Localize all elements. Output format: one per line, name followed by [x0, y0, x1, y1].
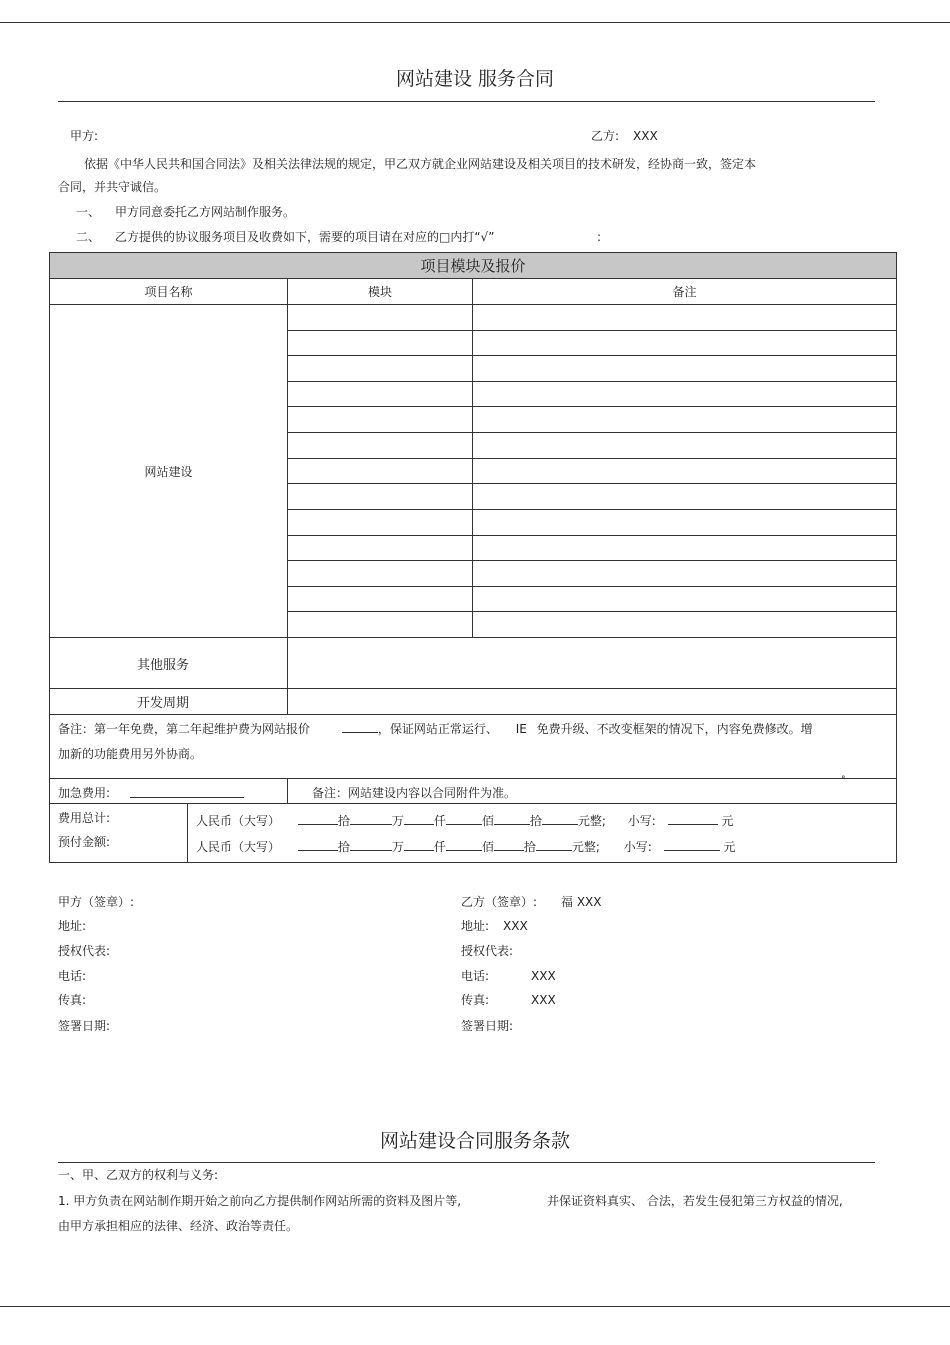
remark-cell[interactable] — [472, 509, 896, 535]
website-build-cell: 网站建设 — [50, 304, 287, 637]
module-cell[interactable] — [287, 509, 472, 535]
module-cell[interactable] — [287, 458, 472, 483]
unit-shi: 拾 — [523, 840, 536, 854]
note-block — [50, 714, 896, 778]
module-cell[interactable] — [287, 330, 472, 355]
fee-labels-cell — [50, 803, 187, 862]
terms-section-1: 一、甲、乙双方的权利与义务: — [58, 1168, 219, 1182]
prepay-yuan-blank[interactable] — [536, 838, 572, 851]
party-a-label: 甲方: — [70, 129, 99, 143]
module-cell[interactable] — [287, 381, 472, 406]
quote-table — [49, 252, 897, 863]
remark-cell[interactable] — [472, 560, 896, 586]
unit-shi: 拾 — [337, 840, 350, 854]
remark-cell[interactable] — [472, 355, 896, 381]
contract-title: 网站建设 服务合同 — [395, 68, 555, 90]
total-bai-blank[interactable] — [446, 812, 482, 825]
total-yuan-blank[interactable] — [542, 812, 578, 825]
degree-mark: ° — [841, 775, 846, 785]
table-header: 项目模块及报价 — [50, 253, 896, 278]
terms-title: 网站建设合同服务条款 — [379, 1130, 570, 1152]
b-seal-value: 福 XXX — [561, 895, 602, 909]
intro-line-1: 依据《中华人民共和国合同法》及相关法律法规的规定，甲乙双方就企业网站建设及相关项目的技术研发，经协商一致，签定本 — [84, 157, 757, 171]
col-header-name: 项目名称 — [50, 278, 287, 304]
remark-cell[interactable] — [472, 483, 896, 509]
page-bottom-rule — [0, 1306, 950, 1307]
module-cell[interactable] — [287, 560, 472, 586]
remark-cell[interactable] — [472, 406, 896, 432]
clause-2-colon: : — [597, 230, 602, 244]
b-date-label: 签署日期: — [461, 1019, 514, 1033]
unit-yuan-zheng: 元整; — [571, 840, 600, 854]
terms-item-1a: 1. 甲方负责在网站制作期开始之前向乙方提供制作网站所需的资料及图片等, — [58, 1194, 462, 1208]
other-service-label: 其他服务 — [50, 637, 287, 688]
attach-note: 备注：网站建设内容以合同附件为准。 — [312, 786, 517, 800]
remark-cell[interactable] — [472, 535, 896, 560]
unit-wan: 万 — [391, 814, 404, 828]
b-address-label: 地址: — [461, 919, 490, 933]
other-service-value[interactable] — [287, 637, 896, 688]
unit-qian: 仟 — [433, 840, 446, 854]
note-text-a: 备注：第一年免费，第二年起维护费为网站报价 — [58, 722, 311, 736]
prepay-small-blank[interactable] — [664, 838, 720, 851]
module-cell[interactable] — [287, 304, 472, 330]
fee-amounts-cell — [187, 803, 896, 862]
a-seal-label: 甲方（签章）: — [58, 895, 135, 909]
remark-cell[interactable] — [472, 330, 896, 355]
prepay-label: 预付金额: — [58, 835, 111, 849]
note-text-d: 免费升级、不改变框架的情况下，内容免费修改。增 — [536, 722, 813, 736]
total-fee-row — [196, 812, 734, 829]
a-address-label: 地址: — [58, 919, 87, 933]
module-cell[interactable] — [287, 406, 472, 432]
total-qian-blank[interactable] — [404, 812, 434, 825]
page-top-rule — [0, 22, 950, 23]
unit-qian: 仟 — [433, 814, 446, 828]
intro-line-2: 合同，并共守诚信。 — [58, 180, 167, 194]
b-fax-value: XXX — [531, 993, 556, 1007]
b-fax-label: 传真: — [461, 993, 490, 1007]
unit-yuan-zheng: 元整; — [577, 814, 606, 828]
a-fax-label: 传真: — [58, 993, 87, 1007]
remark-cell[interactable] — [472, 304, 896, 330]
unit-yuan: 元 — [721, 814, 734, 828]
module-cell[interactable] — [287, 355, 472, 381]
total-fee-label: 费用总计: — [58, 811, 111, 825]
urgent-fee-blank[interactable] — [130, 785, 244, 798]
module-cell[interactable] — [287, 611, 472, 637]
clause-2-text: 乙方提供的协议服务项目及收费如下，需要的项目请在对应的□内打“√” — [115, 230, 495, 244]
party-b-label: 乙方: — [591, 129, 620, 143]
total-small-blank[interactable] — [668, 812, 718, 825]
clause-1-number: 一、 — [76, 205, 101, 219]
unit-wan: 万 — [391, 840, 404, 854]
module-cell[interactable] — [287, 535, 472, 560]
urgent-fee-label: 加急费用: — [58, 786, 111, 800]
unit-shi: 拾 — [337, 814, 350, 828]
total-wan-blank[interactable] — [350, 812, 392, 825]
prepay-shi-blank[interactable] — [494, 838, 524, 851]
module-cell[interactable] — [287, 432, 472, 458]
unit-shi: 拾 — [529, 814, 542, 828]
b-tel-value: XXX — [531, 969, 556, 983]
total-shi-blank[interactable] — [494, 812, 530, 825]
prepay-row — [196, 838, 736, 855]
b-address-value: XXX — [503, 919, 528, 933]
b-rep-label: 授权代表: — [461, 944, 514, 958]
prepay-qian-blank[interactable] — [404, 838, 434, 851]
col-header-module: 模块 — [287, 278, 472, 304]
dev-period-value[interactable] — [287, 688, 896, 714]
rmb-label: 人民币（大写） — [196, 840, 281, 854]
col-header-remark: 备注 — [472, 278, 896, 304]
b-tel-label: 电话: — [461, 969, 490, 983]
title-rule — [58, 101, 875, 102]
prepay-shi-wan-blank[interactable] — [298, 838, 338, 851]
note-line-2: 加新的功能费用另外协商。 — [58, 747, 203, 761]
clause-2-number: 二、 — [76, 230, 101, 244]
a-date-label: 签署日期: — [58, 1019, 111, 1033]
maintenance-fee-blank[interactable] — [342, 720, 378, 733]
unit-bai: 佰 — [481, 814, 494, 828]
remark-cell[interactable] — [472, 586, 896, 611]
b-seal-label: 乙方（签章）: — [461, 895, 538, 909]
remark-cell[interactable] — [472, 381, 896, 406]
module-cell[interactable] — [287, 483, 472, 509]
total-shi-wan-blank[interactable] — [298, 812, 338, 825]
urgent-fee-cell — [50, 778, 287, 803]
note-text-b: ，保证网站正常运行、 — [377, 722, 498, 736]
unit-bai: 佰 — [481, 840, 494, 854]
prepay-bai-blank[interactable] — [446, 838, 482, 851]
party-b-value: XXX — [633, 129, 658, 143]
terms-item-1b: 并保证资料真实、 合法，若发生侵犯第三方权益的情况, — [547, 1194, 843, 1208]
prepay-wan-blank[interactable] — [350, 838, 392, 851]
small-label: 小写: — [627, 814, 656, 828]
note-line-1 — [58, 720, 813, 738]
module-cell[interactable] — [287, 586, 472, 611]
rmb-label: 人民币（大写） — [196, 814, 281, 828]
note-text-ie: IE — [515, 722, 527, 736]
remark-cell[interactable] — [472, 458, 896, 483]
a-rep-label: 授权代表: — [58, 944, 111, 958]
a-tel-label: 电话: — [58, 969, 87, 983]
small-label: 小写: — [623, 840, 652, 854]
dev-period-label: 开发周期 — [50, 688, 287, 714]
terms-rule — [58, 1162, 875, 1163]
attach-note-cell — [287, 775, 896, 803]
remark-cell[interactable] — [472, 611, 896, 637]
terms-item-1c: 由甲方承担相应的法律、经济、政治等责任。 — [58, 1219, 299, 1233]
unit-yuan: 元 — [723, 840, 736, 854]
remark-cell[interactable] — [472, 432, 896, 458]
clause-1-text: 甲方同意委托乙方网站制作服务。 — [115, 205, 296, 219]
